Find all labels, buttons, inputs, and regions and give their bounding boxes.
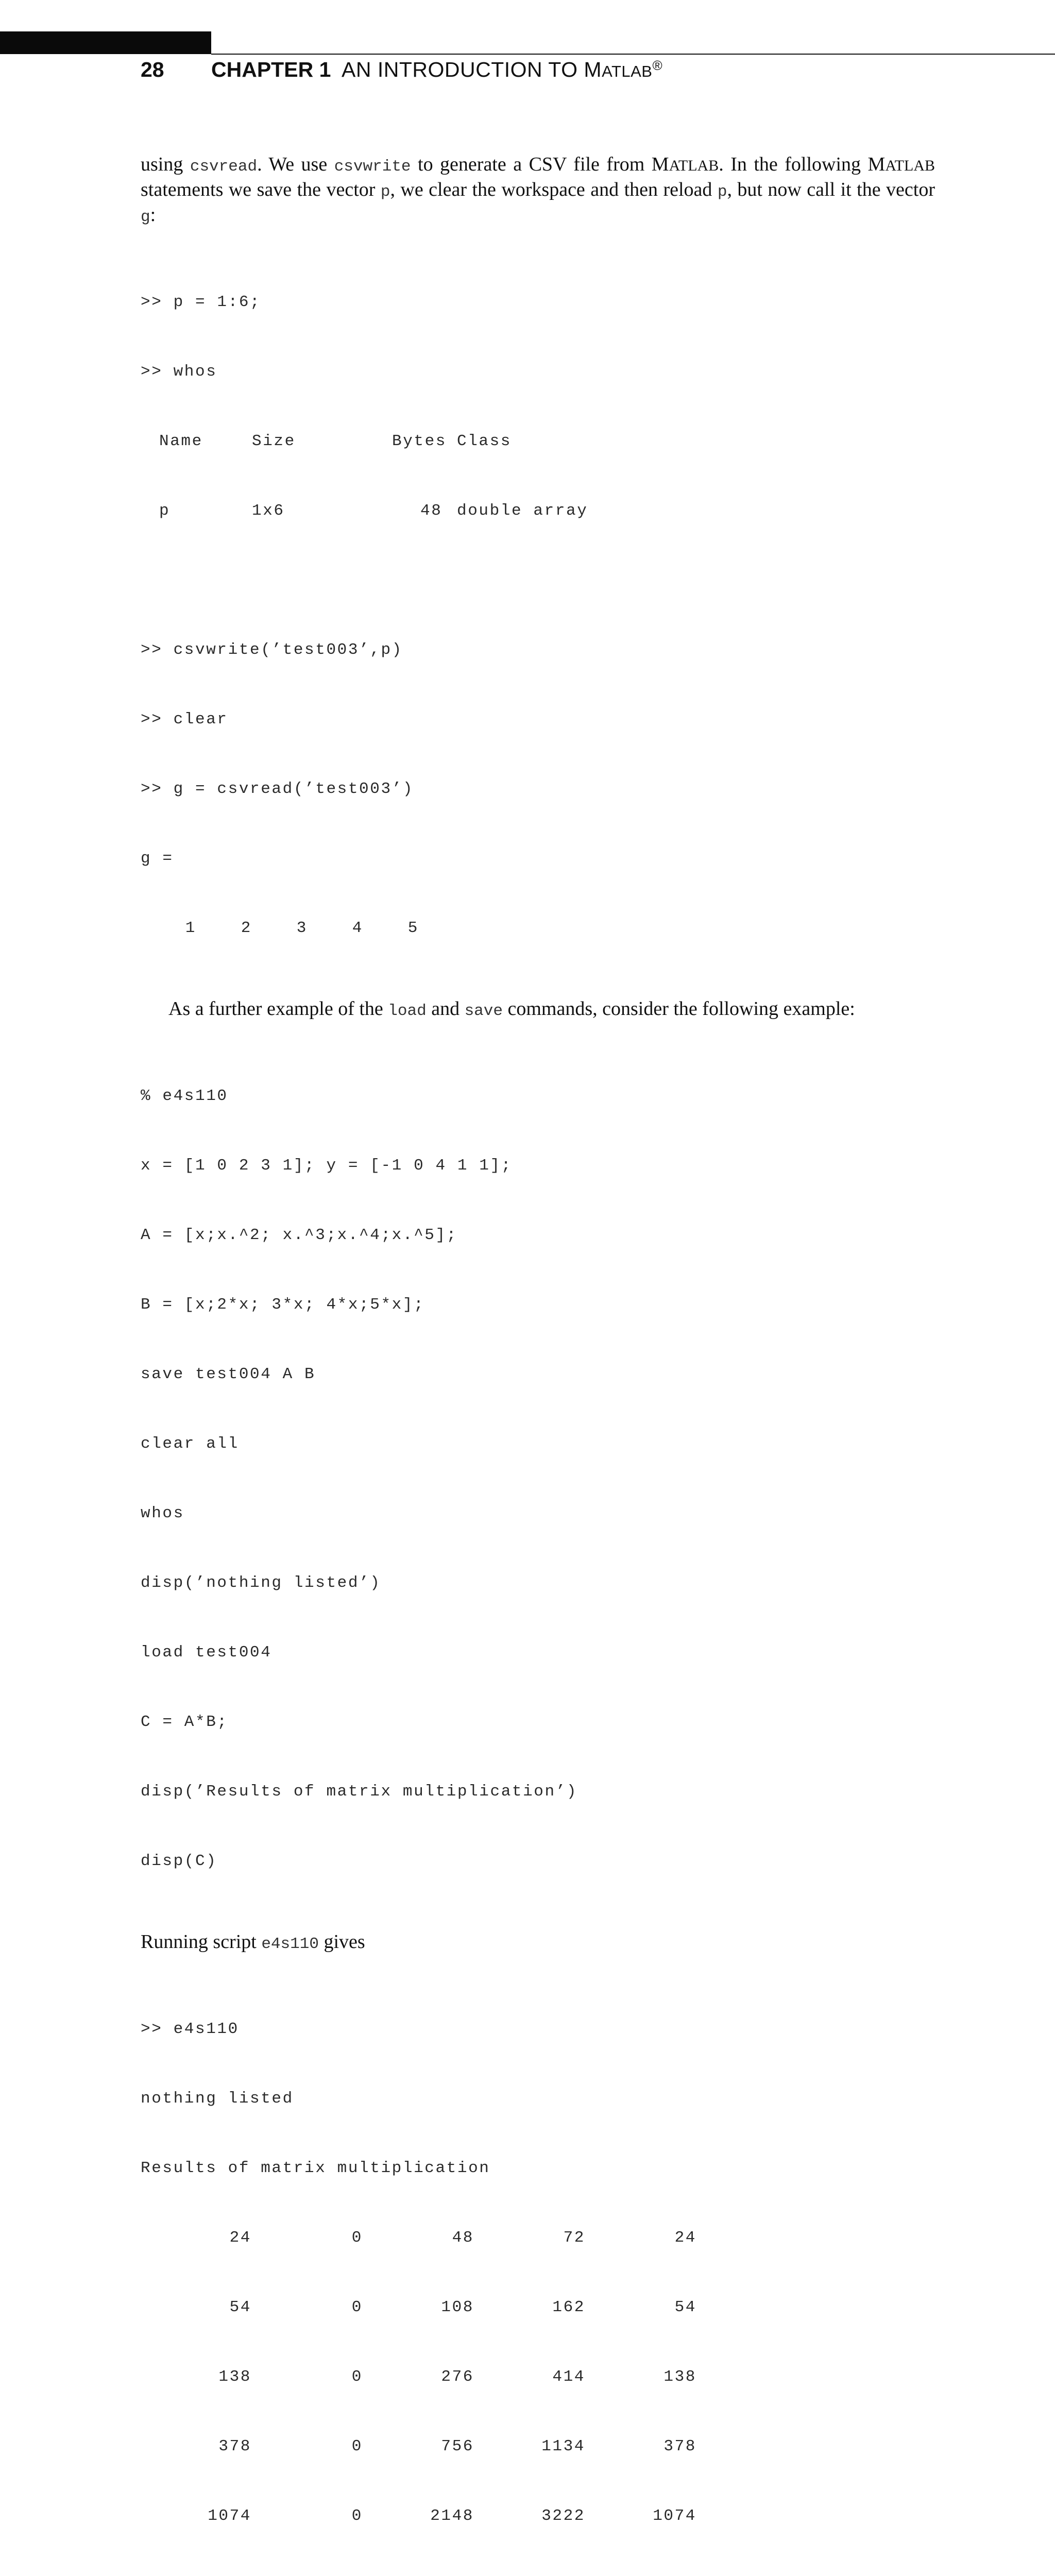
matrix-row: 1074 0 2148 3222 1074 bbox=[208, 2507, 696, 2525]
code-line: disp(’Results of matrix multiplication’) bbox=[141, 1783, 578, 1801]
matrix-row: 378 0 756 1134 378 bbox=[218, 2437, 696, 2455]
code-line: x = [1 0 2 3 1]; y = [-1 0 4 1 1]; bbox=[141, 1157, 512, 1175]
code-line: C = A*B; bbox=[141, 1713, 228, 1731]
chapter-title: AN INTRODUCTION TO MATLAB® bbox=[342, 58, 663, 81]
code-line: B = [x;2*x; 3*x; 4*x;5*x]; bbox=[141, 1296, 425, 1314]
whos-header-row: Name Size Bytes Class bbox=[159, 432, 512, 450]
page-content bbox=[141, 153, 935, 2576]
code-line: % e4s110 bbox=[141, 1087, 228, 1105]
paragraph-running-script: Running script e4s110 gives bbox=[141, 1931, 365, 1953]
chapter-label: CHAPTER 1 bbox=[211, 58, 331, 81]
page-number: 28 bbox=[141, 58, 164, 81]
code-block-e4s110 bbox=[141, 1038, 935, 1919]
code-line: clear all bbox=[141, 1435, 239, 1453]
code-line: >> e4s110 bbox=[141, 2020, 239, 2038]
code-line: >> whos bbox=[141, 363, 217, 381]
code-line: Results of matrix multiplication bbox=[141, 2159, 490, 2177]
code-line: whos bbox=[141, 1504, 184, 1522]
code-line: disp(C) bbox=[141, 1852, 217, 1870]
code-line: >> p = 1:6; bbox=[141, 293, 261, 311]
code-line: >> g = csvread(’test003’) bbox=[141, 780, 414, 798]
header-rule bbox=[211, 54, 1055, 55]
code-line: nothing listed bbox=[141, 2090, 294, 2108]
code-line: g = bbox=[141, 850, 174, 868]
code-line: save test004 A B bbox=[141, 1365, 316, 1383]
paragraph-csv-intro: using csvread. We use csvwrite to generate a CSV file from MATLAB. In the following MATLAB statements we save the vector p, we clear the workspace and then reload p, but now call it the vector g: bbox=[141, 154, 935, 226]
matrix-row: 24 0 48 72 24 bbox=[229, 2229, 696, 2247]
code-line: A = [x;x.^2; x.^3;x.^4;x.^5]; bbox=[141, 1226, 457, 1244]
g-values-row: 1 2 3 4 5 bbox=[185, 919, 419, 937]
code-line: >> clear bbox=[141, 710, 228, 728]
code-block-output bbox=[141, 1971, 935, 2574]
matrix-row: 54 0 108 162 54 bbox=[229, 2298, 696, 2316]
code-line: disp(’nothing listed’) bbox=[141, 1574, 381, 1592]
header-black-tab bbox=[0, 31, 211, 54]
whos-data-row: p 1x6 48 double array bbox=[159, 502, 588, 520]
code-line: load test004 bbox=[141, 1643, 272, 1662]
paragraph-load-save: As a further example of the load and save commands, consider the following example: bbox=[168, 998, 855, 1020]
matrix-row: 138 0 276 414 138 bbox=[218, 2368, 696, 2386]
code-block-csv bbox=[141, 244, 935, 986]
code-line: >> csvwrite(’test003’,p) bbox=[141, 641, 403, 659]
